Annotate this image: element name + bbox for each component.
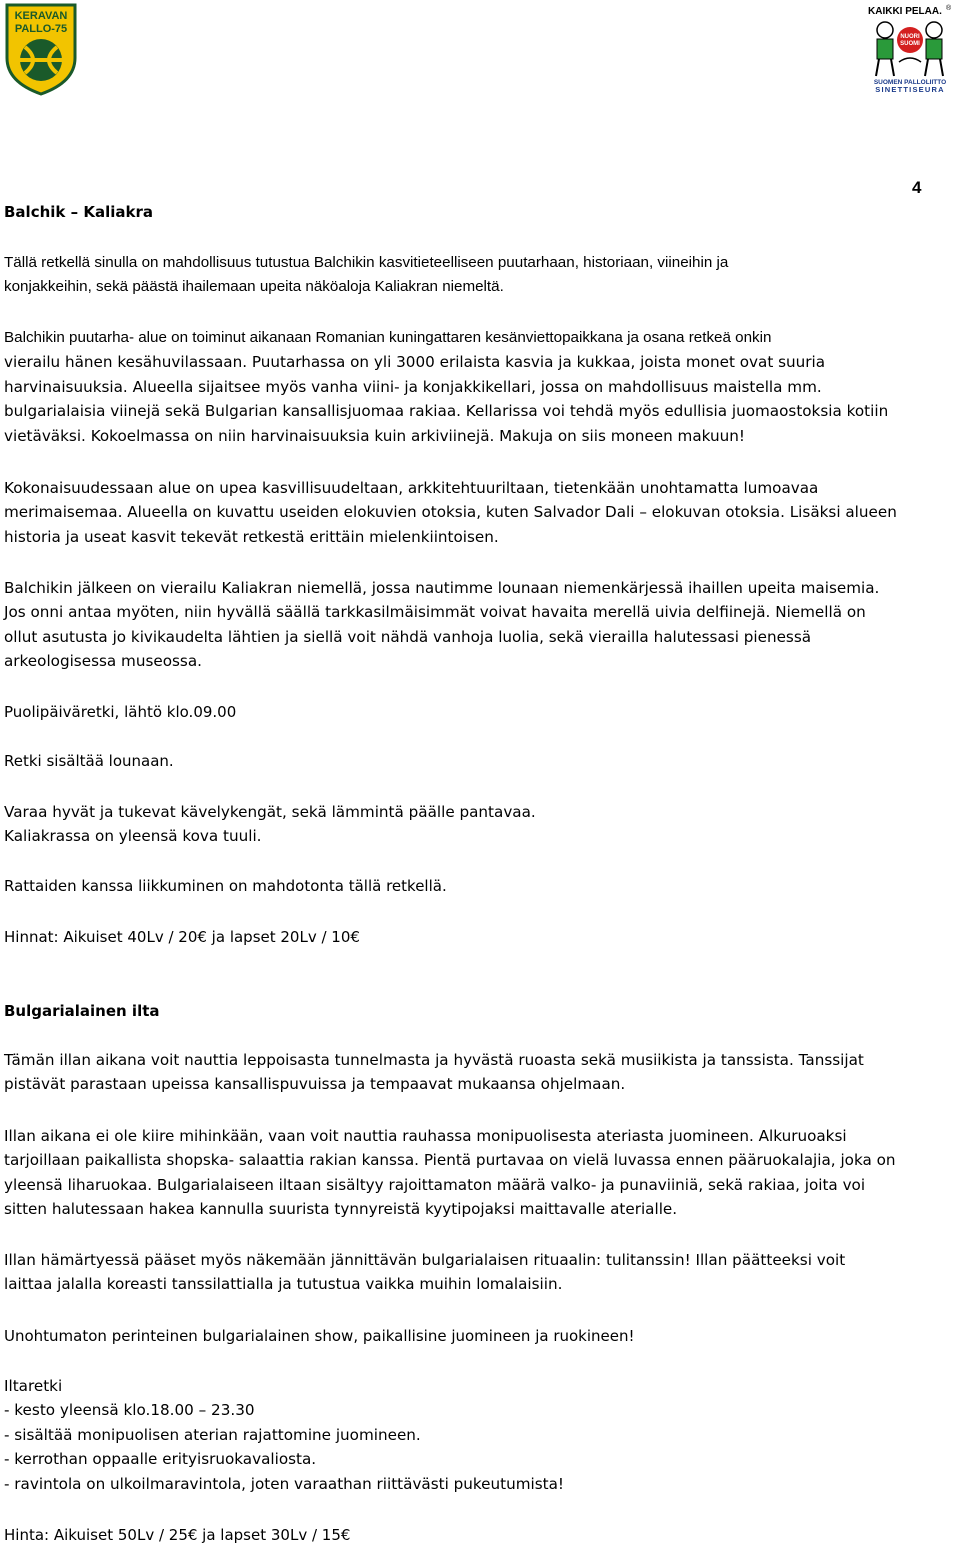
kaliakra-paragraph (4, 576, 959, 674)
balchik-intro-paragraph (4, 251, 959, 300)
keravan-pallo-logo (4, 2, 78, 96)
list-title: Iltaretki (4, 1377, 63, 1395)
evening-prices: Hinta: Aikuiset 50Lv / 25€ ja lapset 30Lv / 15€ (4, 1526, 351, 1544)
svg-text:KAIKKI PELAA.: KAIKKI PELAA. (868, 6, 942, 17)
paragraph-line: Balchikin puutarha- alue on toiminut aikanaan Romanian kuningattaren kesänviettopaikkana ja osana retkeä onkin (4, 329, 772, 346)
evening-show-line: Unohtumaton perinteinen bulgarialainen show, paikallisine juomineen ja ruokineen! (4, 1327, 635, 1345)
balchik-overall-paragraph (4, 476, 959, 549)
svg-text:®: ® (946, 5, 952, 12)
paragraph-line: vierailu hänen kesähuvilassaan. Puutarhassa on yli 3000 erilaista kasvia ja kukkaa, joista monet ovat suuria (4, 353, 826, 372)
paragraph-line: Kokonaisuudessaan alue on upea kasvillisuudeltaan, arkkitehtuuriltaan, tietenkään unohtamatta lumoavaa (4, 479, 819, 497)
paragraph-line: Illan aikana ei ole kiire mihinkään, vaan voit nauttia rauhassa monipuolisesta ateriasta juomineen. Alkuruoaksi (4, 1127, 847, 1145)
svg-text:SUOMEN PALLOLIITTO: SUOMEN PALLOLIITTO (873, 79, 947, 86)
paragraph-line: arkeologisessa museossa. (4, 652, 202, 671)
paragraph-line: yleensä liharuokaa. Bulgarialaiseen iltaan sisältyy rajoittamaton määrä valko- ja punaviiniä, sekä rakiaa, joita voi (4, 1175, 866, 1194)
paragraph-line: Kaliakrassa on yleensä kova tuuli. (4, 827, 262, 846)
paragraph-line: ollut asutusta jo kivikaudelta lähtien ja siellä voit nähdä vanhoja luolia, sekä vierailla halutessasi pienessä (4, 627, 812, 646)
evening-meal-paragraph (4, 1124, 959, 1222)
svg-text:NUORI: NUORI (900, 34, 920, 40)
stroller-notice: Rattaiden kanssa liikkuminen on mahdotonta tällä retkellä. (4, 877, 447, 895)
paragraph-line: Balchikin jälkeen on vierailu Kaliakran niemellä, jossa nautimme lounaan niemenkärjessä ihaillen upeita maisemia. (4, 579, 880, 597)
list-item: - kesto yleensä klo.18.00 – 23.30 (4, 1401, 255, 1420)
list-item: - sisältää monipuolisen aterian rajattomine juomineen. (4, 1425, 421, 1444)
list-item: - ravintola on ulkoilmaravintola, joten varaathan riittävästi pukeutumista! (4, 1474, 564, 1493)
paragraph-line: Tämän illan aikana voit nauttia leppoisasta tunnelmasta ja hyvästä ruoasta sekä musiikista ja tanssista. Tanssijat (4, 1051, 864, 1069)
svg-text:SUOMI: SUOMI (900, 41, 920, 47)
paragraph-line: Tällä retkellä sinulla on mahdollisuus tutustua Balchikin kasvitieteelliseen puutarhaan, historiaan, viineihin ja (4, 254, 729, 271)
paragraph-line: sitten halutessaan hakea kannulla suurista tynnyreistä kyytipojaksi maittavalle aterialle. (4, 1200, 678, 1219)
svg-text:SINETTISEURA: SINETTISEURA (875, 85, 945, 94)
paragraph-line: pistävät parastaan upeissa kansallispuvuissa ja tempaavat mukaansa ohjelmaan. (4, 1075, 626, 1094)
lunch-included: Retki sisältää lounaan. (4, 752, 174, 770)
paragraph-line: Illan hämärtyessä pääset myös näkemään jännittävän bulgarialaisen rituaalin: tulitanssin! Illan päätteeksi voit (4, 1251, 846, 1269)
paragraph-line: vietäväksi. Kokoelmassa on niin harvinaisuuksia kuin arkiviinejä. Makuja on siis moneen makuun! (4, 426, 745, 445)
paragraph-line: tarjoillaan paikallista shopska- salaattia rakian kanssa. Pientä purtavaa on vielä luvassa ennen pääruokalajia, joka on (4, 1151, 896, 1170)
paragraph-line: merimaisemaa. Alueella on kuvattu useiden elokuvien otoksia, kuten Salvador Dali – elokuvan otoksia. Lisäksi alueen (4, 503, 897, 522)
balchik-prices: Hinnat: Aikuiset 40Lv / 20€ ja lapset 20Lv / 10€ (4, 928, 360, 946)
evening-details-list (4, 1374, 959, 1496)
list-item: - kerrothan oppaalle erityisruokavaliosta. (4, 1450, 317, 1469)
kaikki-pelaa-sinettiseura-logo (866, 2, 954, 94)
paragraph-line: Jos onni antaa myöten, niin hyvällä säällä tarkkasilmäisimmät voivat havaita merellä uivia delfiinejä. Niemellä on (4, 603, 866, 622)
departure-time: Puolipäiväretki, lähtö klo.09.00 (4, 703, 237, 721)
paragraph-line: harvinaisuuksia. Alueella sijaitsee myös vanha viini- ja konjakkikellari, jossa on mahdollisuus maistella mm. (4, 377, 822, 396)
evening-intro-paragraph (4, 1048, 959, 1097)
paragraph-line: laittaa jalalla koreasti tanssilattialla ja tutustua vaikka muihin lomalaisiin. (4, 1275, 563, 1294)
section-heading-bulgarian-evening: Bulgarialainen ilta (4, 1002, 160, 1020)
paragraph-line: konjakkeihin, sekä päästä ihailemaan upeita näköaloja Kaliakran niemeltä. (4, 278, 504, 296)
paragraph-line: Varaa hyvät ja tukevat kävelykengät, sekä lämmintä päälle pantavaa. (4, 803, 536, 821)
page-number: 4 (912, 178, 922, 197)
section-heading-balchik: Balchik – Kaliakra (4, 203, 153, 221)
advice-paragraph (4, 800, 959, 849)
paragraph-line: bulgarialaisia viinejä sekä Bulgarian kansallisjuomaa rakiaa. Kellarissa voi tehdä myös edullisia juomaostoksia kotiin (4, 402, 889, 421)
paragraph-line: historia ja useat kasvit tekevät retkestä erittäin mielenkiintoisen. (4, 527, 499, 546)
svg-text:KERAVAN: KERAVAN (14, 10, 68, 22)
balchik-garden-paragraph (4, 326, 959, 448)
svg-text:PALLO-75: PALLO-75 (14, 23, 68, 35)
evening-ritual-paragraph (4, 1248, 959, 1297)
